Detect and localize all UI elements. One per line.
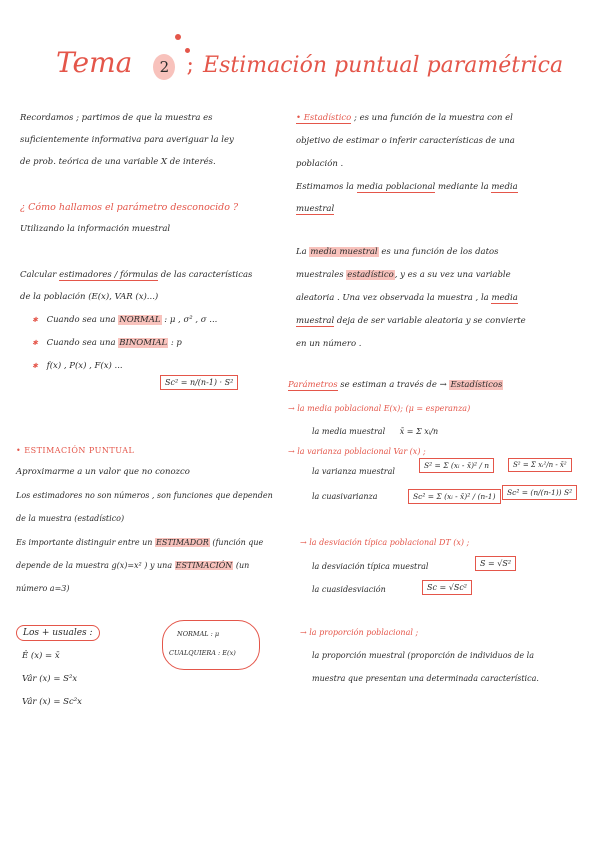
cuasi-formula-box-2: Sc² = (n/(n-1)) S² — [502, 485, 577, 500]
mm-text: muestrales — [296, 270, 344, 280]
case-normal-label: NORMAL — [119, 315, 161, 325]
dtm-formula-box: S = √S² — [475, 556, 516, 571]
varianza-title: → la varianza poblacional Var (x) ; — [288, 447, 426, 456]
estad-line-3: población . — [296, 159, 344, 169]
title-number: 2 — [153, 54, 175, 80]
bullet-icon: ✱ — [32, 339, 38, 347]
case-text: Cuando sea una — [46, 338, 116, 348]
calc-line-1 — [20, 270, 252, 280]
case-text: f(x) , P(x) , F(x) ... — [46, 361, 123, 371]
prop-line-1: la proporción muestral (proporción de individuos de la — [312, 651, 534, 660]
dtm-label: la desviación típica muestral — [312, 562, 429, 571]
mm-line-5: en un número . — [296, 339, 362, 349]
muestral-label: muestral — [296, 204, 335, 214]
ep-line-4 — [16, 538, 263, 548]
intro-line-3: de prob. teórica de una variable X de interés. — [20, 157, 216, 167]
sc2-formula-box: Sc² = n/(n-1) · S² — [160, 375, 238, 390]
parametros-label: Parámetros — [288, 380, 338, 390]
media-label: media — [491, 293, 518, 303]
intro-line-2: suficientemente informativa para averiguar la ley — [20, 135, 234, 145]
usual-1: Ê (x) = x̄ — [22, 651, 60, 661]
intro-line-1: Recordamos ; partimos de que la muestra es — [20, 113, 213, 123]
mm-formula: x̄ = Σ xᵢ/n — [399, 427, 439, 436]
case-binomial-label: BINOMIAL — [119, 338, 168, 348]
estad-line-2: objetivo de estimar o inferir características de una — [296, 136, 515, 146]
mm-line-3 — [296, 293, 518, 303]
mm-line-2 — [296, 270, 511, 280]
title-prefix: Tema — [56, 46, 133, 79]
cuasi-formula-box: Sc² = Σ (xᵢ - x̄)² / (n-1) — [408, 489, 501, 504]
estimacion-puntual-title: • ESTIMACIÓN PUNTUAL — [16, 446, 135, 455]
bullet-icon: ✱ — [32, 362, 38, 370]
cloud-note — [162, 620, 260, 670]
answer-text: Utilizando la información muestral — [20, 224, 171, 234]
estad-text: ; es una función de la muestra con el — [354, 113, 513, 123]
estad-line-4 — [296, 182, 518, 192]
cuasidesv-formula-box: Sc = √Sc² — [422, 580, 472, 595]
calc-estimadores: estimadores / fórmulas — [59, 270, 159, 280]
calc-line-2: de la población (E(x), VAR (x)...) — [20, 292, 159, 302]
mm-label: la media muestral — [312, 427, 386, 436]
case-functions — [32, 361, 123, 371]
mm-text: es una función de los datos — [381, 247, 499, 257]
media-muestral-label: media muestral — [310, 247, 378, 257]
mm-line-4 — [296, 316, 526, 326]
estadistico-label: estadístico — [347, 270, 394, 280]
media-poblacional-title: → la media poblacional E(x); (μ = esperanza) — [288, 404, 471, 413]
ep-text: (función que — [212, 538, 264, 547]
media-poblacional-label: media poblacional — [356, 182, 436, 192]
usuales-title: Los + usuales : — [16, 625, 100, 641]
estadisticos-label: Estadísticos — [450, 380, 503, 390]
usual-2: Vâr (x) = S²x — [22, 674, 78, 684]
param-text: se estiman a través de → — [340, 380, 447, 390]
mm-text: , y es a su vez una variable — [394, 270, 511, 280]
calc-text: de las características — [160, 270, 253, 280]
vm-formula-box: S² = Σ (xᵢ - x̄)² / n — [419, 458, 494, 473]
media-muestral-row — [312, 427, 438, 437]
title-separator: ; — [186, 53, 194, 78]
ep-text: (un — [235, 561, 250, 570]
muestral-label: muestral — [296, 316, 335, 326]
case-text: : p — [170, 338, 182, 348]
estimador-label: ESTIMADOR — [156, 538, 209, 547]
case-text: : μ , σ² , σ ... — [164, 315, 218, 325]
case-text: Cuando sea una — [46, 315, 116, 325]
cloud-line-2: CUALQUIERA : E(x) — [169, 649, 236, 657]
ep-text: Es importante distinguir entre un — [16, 538, 153, 547]
proporcion-title: → la proporción poblacional ; — [300, 628, 419, 637]
media-label: media — [491, 182, 518, 192]
mm-text: aleatoria . Una vez observada la muestra , la — [296, 293, 489, 303]
ep-line-5 — [16, 561, 249, 571]
usual-3: Vâr (x) = Sc²x — [22, 697, 82, 707]
page-title — [56, 46, 563, 80]
ep-line-6: número a=3) — [16, 584, 70, 593]
parametros-line — [288, 380, 503, 390]
ep-line-2: Los estimadores no son números , son funciones que dependen — [16, 491, 273, 500]
mm-line-1 — [296, 247, 499, 257]
cloud-line-1: NORMAL : μ — [177, 630, 220, 638]
estad-text: mediante la — [437, 182, 489, 192]
ep-text: depende de la muestra g(x)=x² ) y una — [16, 561, 173, 570]
case-binomial — [32, 338, 182, 348]
decor-dot — [175, 34, 181, 40]
vm-formula-box-2: S² = Σ xᵢ²/n - x̄² — [508, 458, 572, 472]
case-normal — [32, 315, 217, 325]
estad-text: Estimamos la — [296, 182, 354, 192]
mm-text: deja de ser variable aleatoria y se convierte — [336, 316, 526, 326]
ep-line-3: de la muestra (estadístico) — [16, 514, 125, 523]
mm-text: La — [296, 247, 307, 257]
estad-line-1 — [296, 113, 513, 123]
vm-label: la varianza muestral — [312, 467, 395, 476]
cuasidesv-label: la cuasidesviación — [312, 585, 386, 594]
estad-title: • Estadístico — [296, 113, 352, 123]
prop-line-2: muestra que presentan una determinada característica. — [312, 674, 539, 683]
dt-title: → la desviación típica poblacional DT (x) ; — [300, 538, 470, 547]
title-text: Estimación puntual paramétrica — [203, 53, 564, 78]
cuasi-label: la cuasivarianza — [312, 492, 378, 501]
estimacion-label: ESTIMACIÓN — [175, 561, 233, 570]
question-heading: ¿ Cómo hallamos el parámetro desconocido ? — [20, 202, 239, 213]
bullet-icon: ✱ — [32, 316, 38, 324]
calc-text: Calcular — [20, 270, 57, 280]
estad-line-5 — [296, 204, 334, 214]
ep-line-1: Aproximarme a un valor que no conozco — [16, 467, 190, 477]
